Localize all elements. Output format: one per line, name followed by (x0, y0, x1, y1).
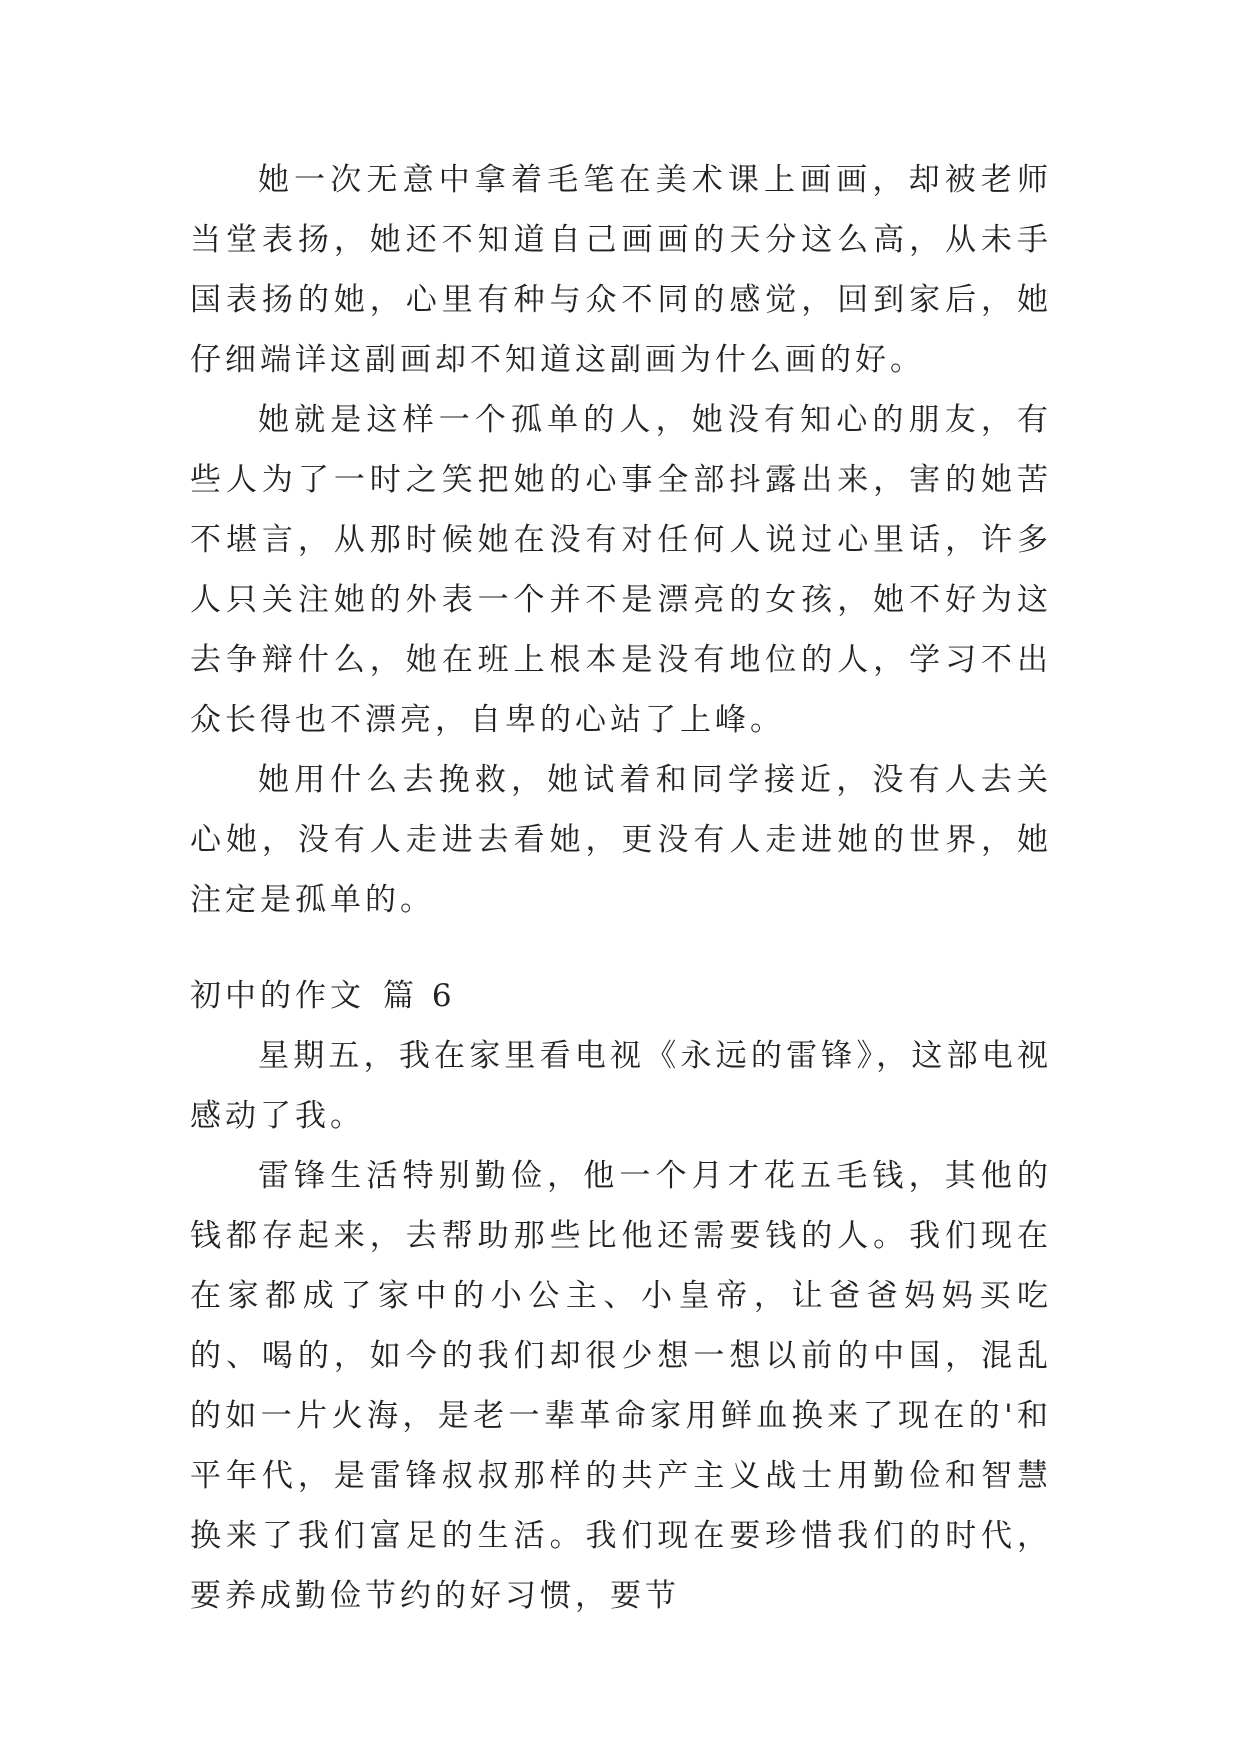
section-heading (190, 966, 456, 1026)
section-number: 篇 6 (383, 978, 456, 1014)
paragraph: 星期五，我在家里看电视《永远的雷锋》，这部电视感动了我。 (190, 1038, 1052, 1134)
paragraph: 她一次无意中拿着毛笔在美术课上画画，却被老师当堂表扬，她还不知道自己画画的天分这么高，从未手国表扬的她，心里有种与众不同的感觉，回到家后，她仔细端详这副画却不知道这副画为什么画的好。 (190, 162, 1052, 378)
essay-body-top (190, 150, 1052, 930)
paragraph: 她就是这样一个孤单的人，她没有知心的朋友，有些人为了一时之笑把她的心事全部抖露出来，害的她苦不堪言，从那时候她在没有对任何人说过心里话，许多人只关注她的外表一个并不是漂亮的女孩，她不好为这去争辩什么，她在班上根本是没有地位的人，学习不出众长得也不漂亮，自卑的心站了上峰。 (190, 402, 1052, 738)
section-title: 初中的作文 (190, 978, 365, 1014)
paragraph: 她用什么去挽救，她试着和同学接近，没有人去关心她，没有人走进去看她，更没有人走进她的世界，她注定是孤单的。 (190, 762, 1052, 918)
essay-body-bottom (190, 1026, 1052, 1626)
paragraph: 雷锋生活特别勤俭，他一个月才花五毛钱，其他的钱都存起来，去帮助那些比他还需要钱的人。我们现在在家都成了家中的小公主、小皇帝，让爸爸妈妈买吃的、喝的，如今的我们却很少想一想以前的中国，混乱的如一片火海，是老一辈革命家用鲜血换来了现在的'和平年代，是雷锋叔叔那样的共产主义战士用勤俭和智慧换来了我们富足的生活。我们现在要珍惜我们的时代，要养成勤俭节约的好习惯，要节 (190, 1158, 1052, 1614)
